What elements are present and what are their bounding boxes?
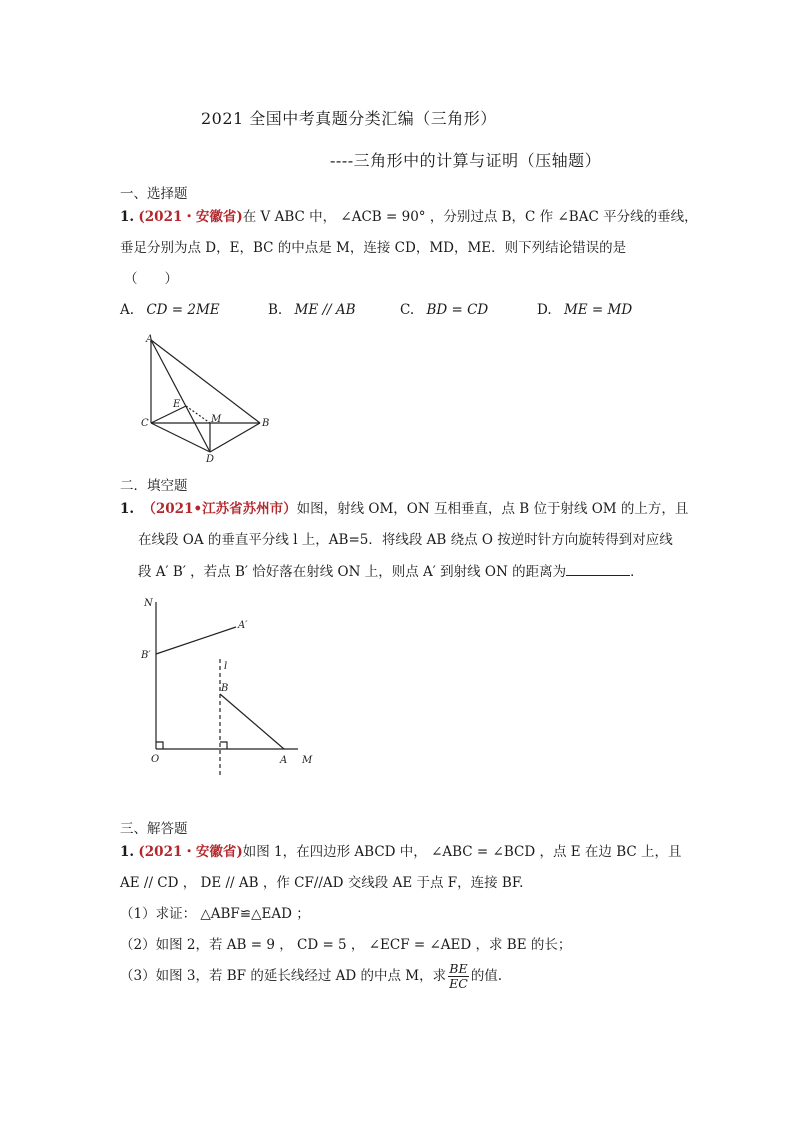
answer-blank[interactable]	[566, 561, 630, 576]
page-subtitle: ----三角形中的计算与证明（压轴题）	[330, 151, 602, 170]
label-l: l	[224, 661, 228, 672]
question2-line1	[120, 499, 688, 519]
label-d: D	[206, 454, 215, 465]
right-angle-o	[156, 742, 163, 749]
question-text: 在 V ABC 中， ∠ACB = 90° ，分别过点 B，C 作 ∠BAC 平分线的垂线，	[242, 209, 698, 225]
figure-triangle-abc	[138, 330, 278, 468]
question-number: 1.	[120, 501, 135, 517]
label-b: B	[262, 418, 270, 429]
section-heading-choice: 一、选择题	[120, 186, 188, 202]
question2-line3-text: 段 A′ B′ ，若点 B′ 恰好落在射线 ON 上，则点 A′ 到射线 ON 的距离为	[138, 564, 567, 580]
option-c-text: BD = CD	[426, 302, 489, 318]
segment-ab	[220, 694, 284, 749]
option-a	[120, 300, 220, 320]
question3-part1: （1）求证： △ABF≌△EAD ；	[120, 906, 310, 922]
label-n: N	[144, 598, 153, 609]
label-o: O	[151, 754, 160, 765]
section-heading-fill: 二．填空题	[120, 478, 188, 494]
fraction-numerator: BE	[449, 961, 468, 976]
question-source: (2021・安徽省)	[138, 209, 243, 225]
label-a-prime: A′	[238, 620, 248, 631]
label-b-prime: B′	[141, 650, 151, 661]
question-number: 1.	[120, 844, 135, 860]
fraction-be-ec	[448, 962, 469, 991]
figure-rays-om-on	[138, 590, 328, 775]
label-b: B	[221, 683, 229, 694]
option-b	[268, 300, 356, 320]
question-text: 如图 1，在四边形 ABCD 中， ∠ABC = ∠BCD ，点 E 在边 BC 上，且	[242, 844, 682, 860]
label-a: A	[146, 334, 154, 345]
right-angle-l	[220, 742, 227, 749]
question3-part3-end: 的值.	[470, 968, 503, 984]
option-a-key: A.	[120, 302, 135, 318]
label-m: M	[211, 414, 222, 425]
question3-part3	[120, 962, 502, 991]
question-source: （2021•江苏省苏州市）	[142, 501, 297, 517]
segment-ad	[151, 340, 210, 452]
page-title: 2021 全国中考真题分类汇编（三角形）	[201, 109, 497, 128]
question2-line3-end: ．	[630, 564, 644, 580]
option-a-text: CD = 2ME	[146, 302, 220, 318]
option-c	[400, 300, 488, 320]
question3-line2: AE // CD ， DE // AB ，作 CF//AD 交线段 AE 于点 F，连接 BF.	[120, 875, 524, 891]
option-d-key: D.	[537, 302, 552, 318]
question-source: (2021・安徽省)	[138, 844, 243, 860]
option-b-key: B.	[268, 302, 283, 318]
segment-ab	[151, 340, 260, 423]
label-c: C	[141, 418, 149, 429]
label-a: A	[280, 755, 288, 766]
question3-part2: （2）如图 2，若 AB = 9 ， CD = 5 ， ∠ECF = ∠AED ，求 BE 的长；	[120, 937, 572, 953]
option-d-text: ME = MD	[563, 302, 633, 318]
question1-line2: 垂足分别为点 D，E，BC 的中点是 M，连接 CD，MD，ME．则下列结论错误的是	[120, 240, 627, 256]
segment-bd	[210, 423, 260, 452]
question2-line3	[138, 561, 644, 582]
option-d	[537, 300, 632, 320]
option-b-text: ME // AB	[294, 302, 356, 318]
question2-line2: 在线段 OA 的垂直平分线 l 上，AB=5．将线段 AB 绕点 O 按逆时针方向旋转得到对应线	[138, 532, 673, 548]
segment-ce	[151, 406, 186, 423]
segment-b-prime-a-prime	[156, 627, 236, 654]
answer-parenthesis: （ ）	[124, 271, 178, 287]
question-number: 1.	[120, 209, 135, 225]
option-c-key: C.	[400, 302, 415, 318]
label-m: M	[302, 755, 313, 766]
question3-part3-text: （3）如图 3，若 BF 的延长线经过 AD 的中点 M，求	[120, 968, 447, 984]
section-heading-solve: 三、解答题	[120, 821, 188, 837]
label-e: E	[173, 399, 181, 410]
segment-cd	[151, 423, 210, 452]
fraction-denominator: EC	[449, 976, 468, 991]
question3-line1	[120, 842, 681, 862]
question-text: 如图，射线 OM，ON 互相垂直，点 B 位于射线 OM 的上方，且	[296, 501, 689, 517]
question1-line1	[120, 207, 698, 227]
